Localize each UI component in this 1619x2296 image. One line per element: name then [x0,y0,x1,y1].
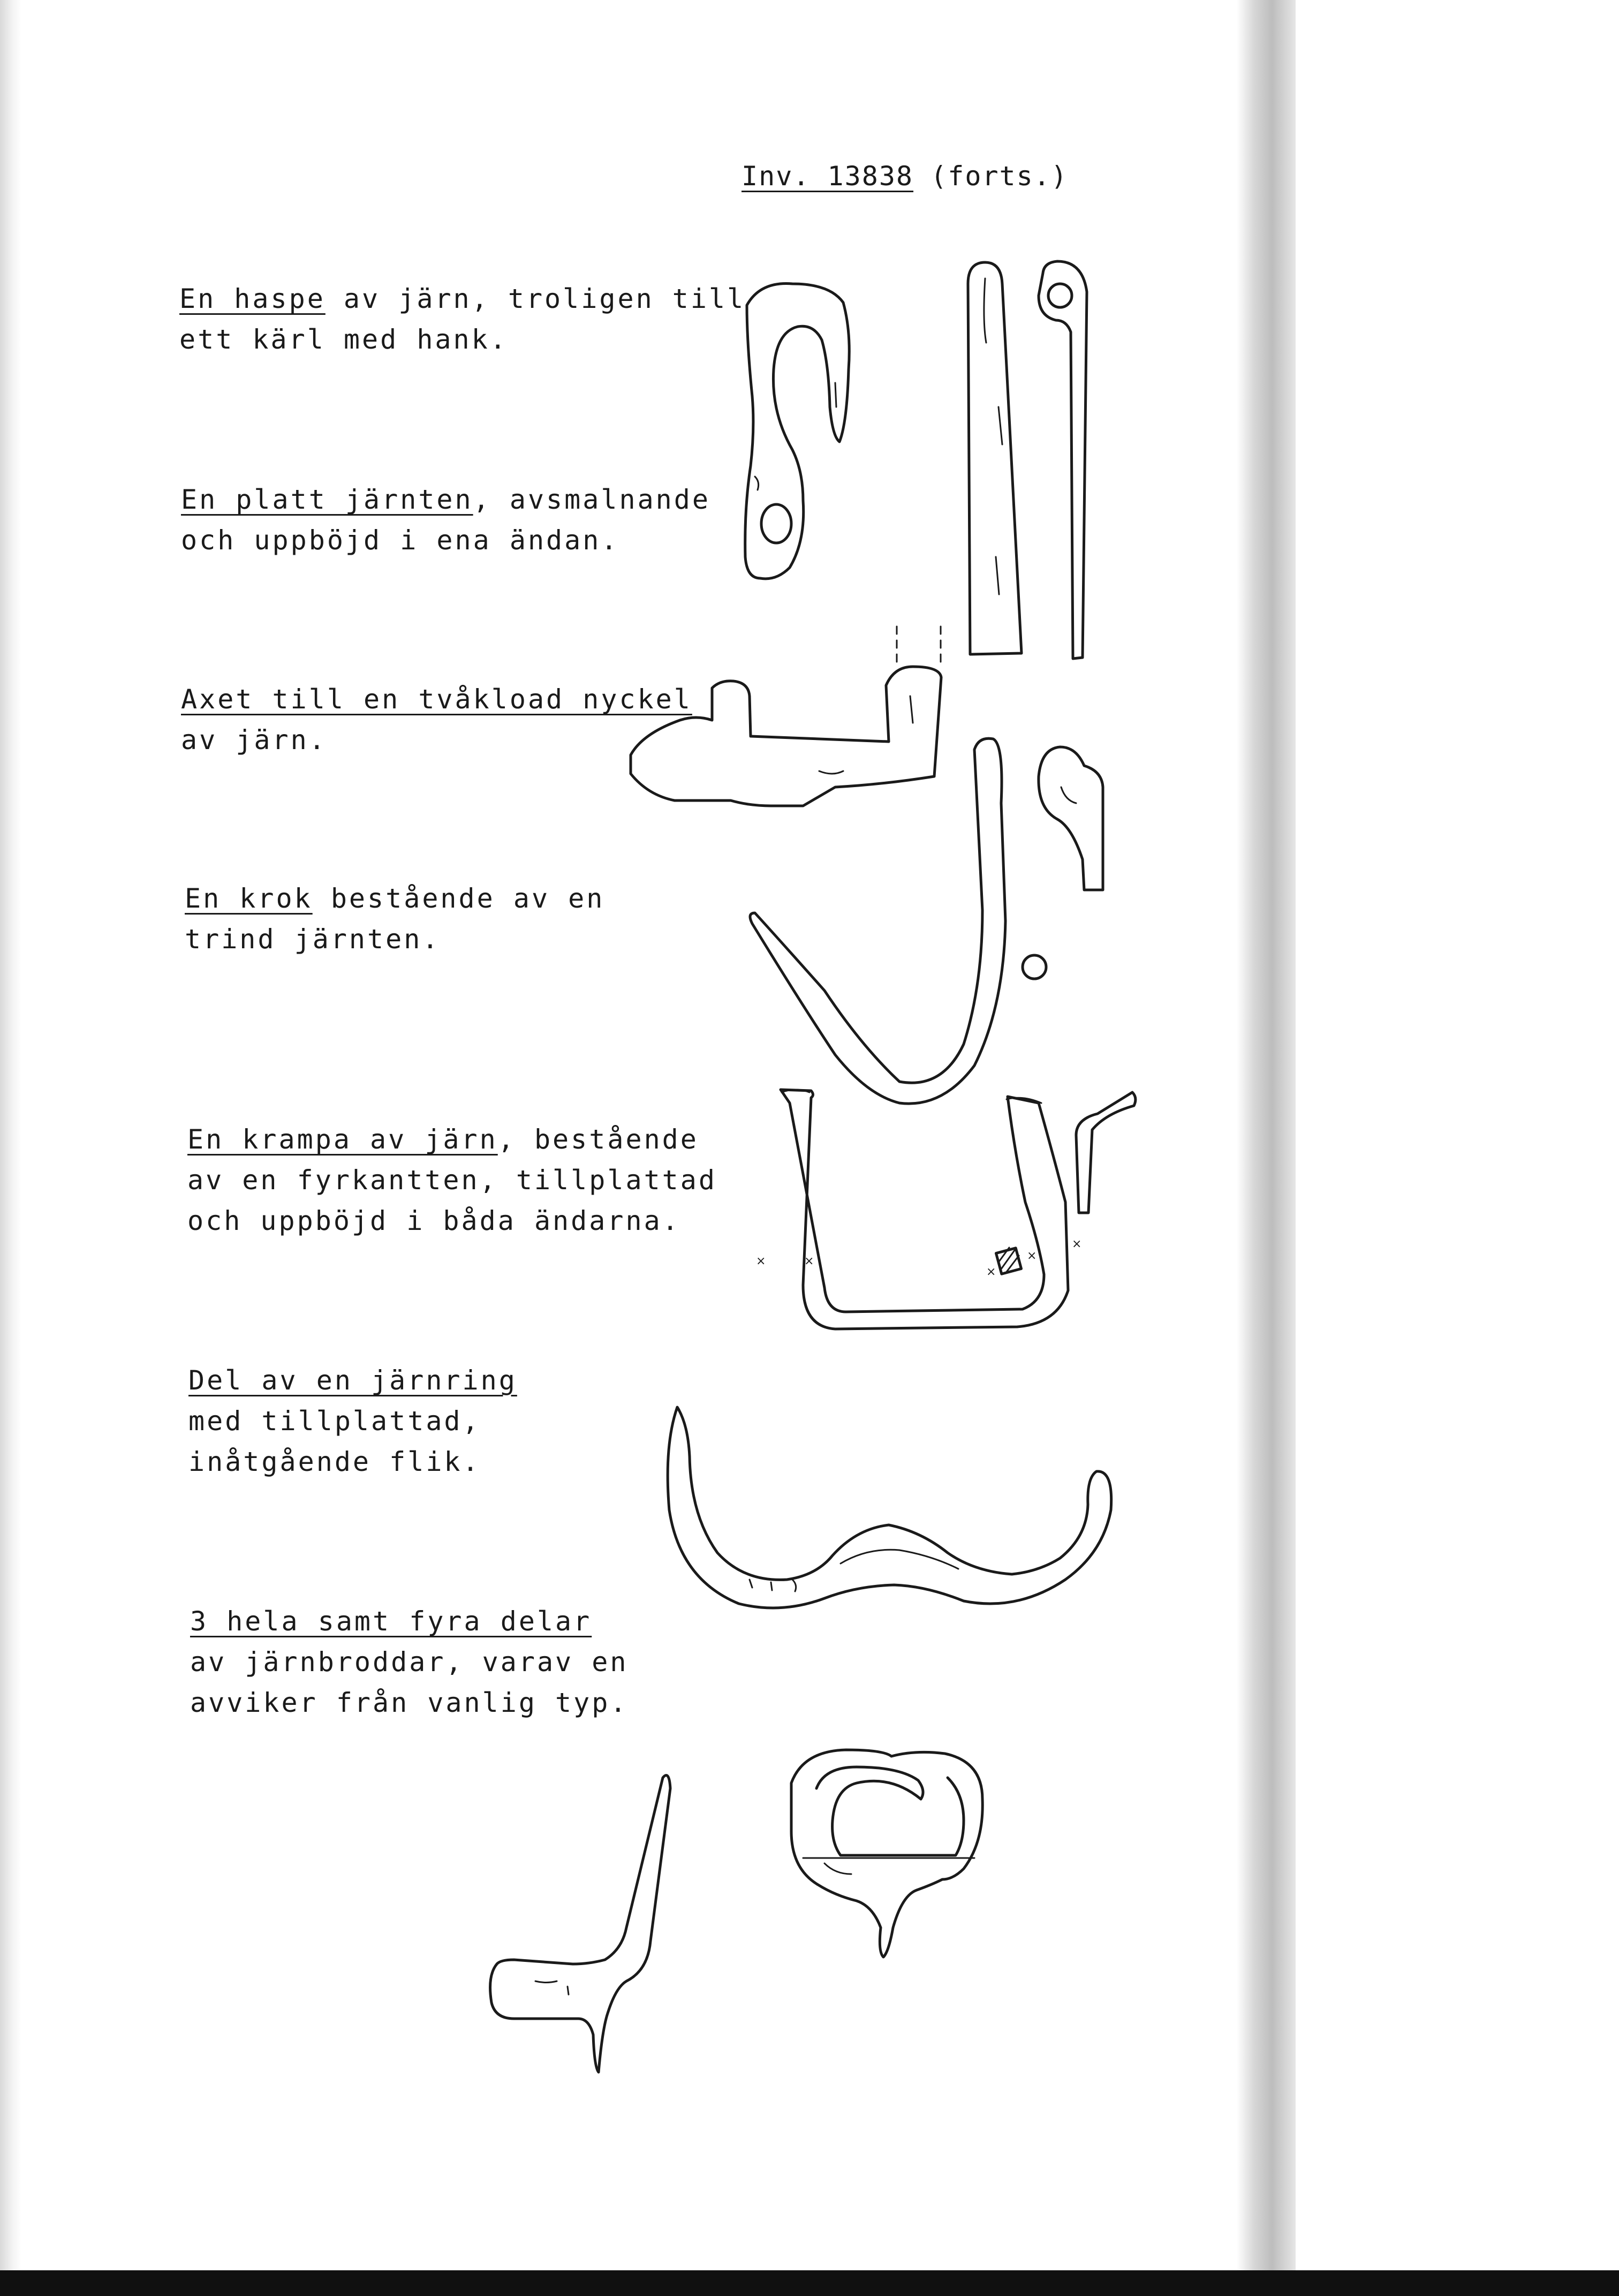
entry-text: och uppböjd i båda ändarna. [187,1205,680,1236]
measure-cross-mark: × [1072,1237,1082,1251]
measure-cross-mark: × [986,1265,996,1279]
entry-text: ett kärl med hank. [179,324,508,355]
entry-title: En krampa av järn [187,1124,498,1155]
entry-text: inåtgående flik. [188,1446,481,1477]
entry-title: En krok [185,883,313,914]
entry-title: Axet till en tvåkload nyckel [181,684,692,715]
ring-fragment-drawing [668,1407,1111,1608]
measure-cross-mark: × [756,1255,766,1268]
hasp-drawing [745,284,850,579]
entry-title: Del av en järnring [188,1365,517,1396]
entry-text: med tillplattad, [188,1406,481,1437]
continued-label: (forts.) [930,161,1068,192]
ice-cleat-drawing [791,1750,982,1957]
entry-text: av en fyrkantten, tillplattad [187,1165,717,1196]
entry-title: En platt järnten [181,484,473,515]
entry-text: trind järnten. [185,924,441,955]
entry-title: 3 hela samt fyra delar [190,1606,592,1637]
flat-rod-drawing [968,261,1087,659]
entry-text: avviker från vanlig typ. [190,1687,629,1718]
entry-title: En haspe [179,283,326,314]
key-bit-drawing [631,626,941,806]
staple-drawing [756,1090,1136,1329]
entry-text: bestående av en [312,883,605,914]
entry-text: , avsmalnande [473,484,710,515]
measure-cross-mark: × [1027,1249,1037,1263]
inventory-number: Inv. 13838 [742,161,914,192]
hook-drawing [750,738,1103,1104]
entry-text: och uppböjd i ena ändan. [181,525,619,556]
entry-text: av järn. [181,724,327,756]
measure-cross-mark: × [804,1255,814,1268]
ice-cleat-fragment-drawing [490,1776,670,2073]
entry-text: av järnbroddar, varav en [190,1647,629,1678]
entry-text: , bestående [497,1124,699,1155]
entry-text: av järn, troligen till [325,283,746,314]
